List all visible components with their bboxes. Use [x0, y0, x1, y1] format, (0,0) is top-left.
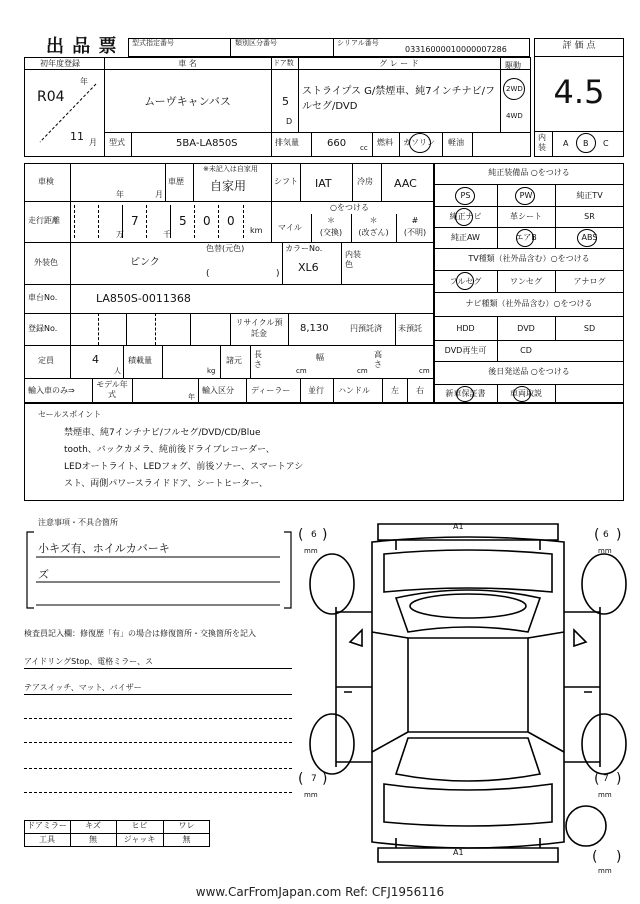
mileage-digit: 0: [218, 205, 244, 238]
nav-dvd-play: DVD再生可: [444, 346, 487, 355]
nav-cd: CD: [520, 346, 532, 355]
model-label: 型式: [109, 138, 125, 147]
import-label: 輸入車のみ⇒: [28, 386, 75, 395]
equip-pw: PW: [519, 191, 533, 200]
color-no-label: カラーNo.: [285, 244, 323, 253]
mileage-unknown-mark: #: [411, 216, 419, 225]
sales-line: 禁煙車、純7インチナビ/フルセグ/DVD/CD/Blue: [64, 428, 261, 438]
doors-d: D: [286, 117, 293, 126]
drive-2wd-circle: [503, 78, 525, 100]
footer-watermark: www.CarFromJapan.com Ref: CFJ1956116: [195, 885, 445, 899]
tread-rr-unit: mm: [598, 791, 612, 799]
fuel-gas-circle: [409, 133, 431, 153]
recycle-label: リサイクル預託金: [235, 318, 283, 338]
acc-value: 無: [182, 835, 191, 844]
interior-b: B: [583, 139, 589, 148]
chassis-label: 車台No.: [28, 293, 58, 302]
note-line: 小キズ有、ホイルカバーキ: [38, 542, 170, 555]
interior-a: A: [563, 139, 569, 148]
ac-label: 冷房: [357, 177, 373, 186]
grade: ストライプス G/禁煙車、純7インチナビ/フルセグ/DVD: [302, 86, 496, 112]
nav-dvd: DVD: [517, 324, 535, 333]
interior-c: C: [603, 139, 609, 148]
mileage-circle-note: ○をつける: [330, 203, 369, 212]
width-unit: cm: [357, 367, 368, 375]
mileage-digits: [74, 205, 242, 238]
spare-tread-open: (: [592, 849, 598, 865]
spare-tread-close: ): [616, 849, 622, 865]
import-parallel: 並行: [308, 386, 324, 395]
score-value: 4.5: [553, 73, 605, 111]
length-unit: cm: [296, 367, 307, 375]
recycle-pending: 未預託: [398, 324, 422, 333]
acc-value: 無: [89, 835, 97, 844]
a1-front: A1: [453, 522, 464, 531]
mileage-label: 走行距離: [28, 216, 60, 225]
import-type-label: 輸入区分: [202, 386, 234, 395]
first-reg-label: 初年度登録: [40, 59, 80, 68]
drive-4wd: 4WD: [506, 112, 523, 120]
width-label: 幅: [316, 353, 324, 362]
mileage-km: km: [250, 226, 263, 235]
reg-no-label: 登録No.: [28, 324, 58, 333]
tread-fr-close: ): [616, 527, 622, 543]
sales-line: tooth、バックカメラ、純前後ドライブレコーダー、: [64, 445, 275, 455]
grade-label: グ レ ー ド: [379, 59, 419, 68]
acc-header: ドアミラー: [27, 821, 67, 830]
mileage-mile: マイル: [278, 223, 302, 232]
load-unit: kg: [207, 367, 216, 375]
tread-rl: 7: [311, 774, 317, 784]
dims-label: 諸元: [226, 356, 242, 365]
tv-analog: アナログ: [573, 277, 606, 286]
load-label: 積載量: [128, 356, 152, 365]
sales-label: セールスポイント: [38, 410, 102, 419]
post-warranty: 新車保証書: [445, 389, 486, 398]
mileage-sen: 千: [163, 230, 171, 239]
tv-fullseg: フルセグ: [449, 277, 482, 286]
mileage-tamper: (改ざん): [358, 228, 389, 237]
usage-note: ※未記入は自家用: [203, 165, 258, 173]
model-year-unit: 年: [188, 393, 195, 401]
drive-label: 駆動: [505, 61, 521, 70]
sales-line: スト、両側パワースライドドア、シートヒーター、: [64, 479, 268, 489]
doors: 5: [282, 95, 289, 108]
tread-fl-unit: mm: [304, 547, 318, 555]
fuel-label: 燃料: [377, 138, 393, 147]
acc-value: ジャッキ: [123, 835, 156, 844]
post-warranty-circle: [456, 386, 474, 402]
inspector-line: テアスイッチ、マット、バイザー: [24, 683, 142, 692]
spare-tread-unit: mm: [598, 867, 612, 875]
inspection-year: 年: [116, 190, 124, 199]
color-change-label: 色替(元色): [206, 244, 245, 253]
cc-unit: cc: [360, 144, 368, 152]
page-title: 出 品 票: [46, 36, 118, 57]
displacement-label: 排気量: [275, 138, 299, 147]
first-reg-month: 11: [70, 130, 84, 143]
a1-rear: A1: [453, 848, 464, 857]
fuel-gas: ガソリン: [403, 138, 435, 147]
mileage-tamper-mark: ＊: [369, 216, 378, 225]
equip-pw-circle: [515, 187, 535, 205]
tread-fl: 6: [311, 530, 317, 540]
tread-rl-open: (: [298, 771, 304, 787]
first-reg-year-unit: 年: [80, 77, 88, 86]
tv-fullseg-circle: [456, 272, 474, 290]
acc-value: 工具: [39, 835, 55, 844]
height-unit: cm: [419, 367, 430, 375]
post-manual-circle: [513, 386, 531, 402]
interior-b-circle: [576, 133, 596, 153]
equip-tv: 純正TV: [576, 191, 603, 200]
interior-label: 内装: [538, 133, 546, 152]
mileage-man: 万: [116, 230, 124, 239]
recycle-unit: 円預託済: [350, 324, 382, 333]
inspection-month: 月: [155, 190, 163, 199]
int-color-label: 内装色: [345, 250, 361, 269]
tread-rl-close: ): [322, 771, 328, 787]
recycle-value: 8,130: [300, 323, 329, 334]
import-dealer: ディーラー: [251, 386, 291, 395]
usage: 自家用: [210, 179, 247, 193]
handle-label: ハンドル: [338, 386, 370, 395]
inspector-line: アイドリングStop、電格ミラー、ス: [24, 657, 153, 666]
equip-leather: 革シート: [510, 212, 542, 221]
tread-fr: 6: [603, 530, 609, 540]
tread-fr-unit: mm: [598, 547, 612, 555]
specs-box: [24, 163, 434, 403]
height-label: 高さ: [374, 350, 382, 369]
handle-right: 右: [416, 386, 424, 395]
inspector-label: 検査員記入欄：修復歴「有」の場合は修復箇所・交換箇所を記入: [24, 629, 256, 638]
sales-line: LEDオートライト、LEDフォグ、前後ソナー、スマートアシ: [64, 462, 304, 472]
tread-rr-close: ): [616, 771, 622, 787]
fuel-light: 軽油: [448, 138, 464, 147]
nav-title: ナビ種類（社外品含む）○をつける: [465, 299, 593, 308]
model-designation-label: 型式指定番号: [132, 39, 174, 47]
equip-ps: PS: [460, 191, 471, 200]
ext-color: ピンク: [130, 257, 160, 268]
acc-header: ヒビ: [131, 821, 148, 830]
acc-header: ワレ: [178, 821, 195, 830]
orig-color-open: (: [206, 269, 210, 279]
post-manual: 車両取説: [510, 389, 542, 398]
tread-rr: 7: [603, 774, 609, 784]
mileage-digit: 0: [194, 205, 219, 238]
handle-left: 左: [391, 386, 399, 395]
nav-hdd: HDD: [456, 324, 475, 333]
equip-ps-circle: [455, 187, 475, 205]
model: 5BA-LA850S: [176, 138, 238, 149]
capacity-unit: 人: [114, 367, 121, 375]
equip-navi: 純正ナビ: [449, 212, 482, 221]
mileage-digit: 5: [170, 205, 195, 238]
chassis: LA850S-0011368: [96, 292, 191, 305]
mileage-unknown: (不明): [403, 228, 427, 237]
mileage-digit: [74, 205, 99, 238]
car-name-label: 車 名: [178, 59, 197, 68]
tread-fr-open: (: [594, 527, 600, 543]
ac: AAC: [394, 177, 417, 190]
std-equipment-title: 純正装備品 ○をつける: [488, 168, 570, 177]
tread-rr-open: (: [594, 771, 600, 787]
orig-color-close: ): [276, 269, 280, 279]
model-year-label: モデル年式: [96, 380, 128, 399]
shift: IAT: [315, 177, 332, 190]
displacement: 660: [327, 138, 347, 149]
serial-label: シリアル番号: [337, 39, 379, 47]
drive-2wd: 2WD: [506, 85, 523, 93]
category-label: 類別区分番号: [235, 39, 277, 47]
nav-sd: SD: [583, 324, 596, 333]
equip-airbag: エアB: [515, 233, 537, 242]
first-reg-month-unit: 月: [89, 138, 97, 147]
tv-oneseg: ワンセグ: [510, 277, 542, 286]
color-no: XL6: [298, 261, 319, 274]
score-label: 評 価 点: [562, 41, 596, 51]
capacity: 4: [92, 353, 99, 366]
equip-navi-circle: [455, 208, 473, 226]
inspection-label: 車検: [38, 177, 54, 186]
tread-rl-unit: mm: [304, 791, 318, 799]
capacity-label: 定員: [38, 356, 54, 365]
length-label: 長さ: [254, 350, 262, 369]
mileage-digit: 7: [122, 205, 147, 238]
car-name: ムーヴキャンバス: [144, 95, 231, 108]
equip-aw: 純正AW: [451, 233, 480, 242]
tv-title: TV種類（社外品含む）○をつける: [468, 254, 590, 263]
serial-value: 03316000010000007286: [405, 45, 507, 54]
post-title: 後日発送品 ○をつける: [488, 367, 570, 376]
first-reg-year: R04: [37, 89, 65, 105]
mileage-exchange-mark: ＊: [327, 216, 335, 225]
note-line: ズ: [38, 568, 49, 581]
mileage-exchange: (交換): [319, 228, 343, 237]
acc-header: キズ: [85, 821, 101, 830]
equip-abs-circle: [577, 229, 597, 247]
shift-label: シフト: [274, 177, 298, 186]
ext-color-label: 外装色: [34, 258, 58, 267]
tread-fl-open: (: [298, 527, 304, 543]
usage-label: 車歴: [168, 177, 184, 186]
notes-label: 注意事項・不具合箇所: [38, 518, 118, 527]
equip-sr: SR: [584, 212, 595, 221]
equip-airbag-circle: [516, 229, 534, 247]
car-diagram: [296, 512, 640, 882]
doors-label: ドア数: [273, 59, 294, 67]
equip-abs: ABS: [581, 233, 598, 242]
tread-fl-close: ): [322, 527, 328, 543]
